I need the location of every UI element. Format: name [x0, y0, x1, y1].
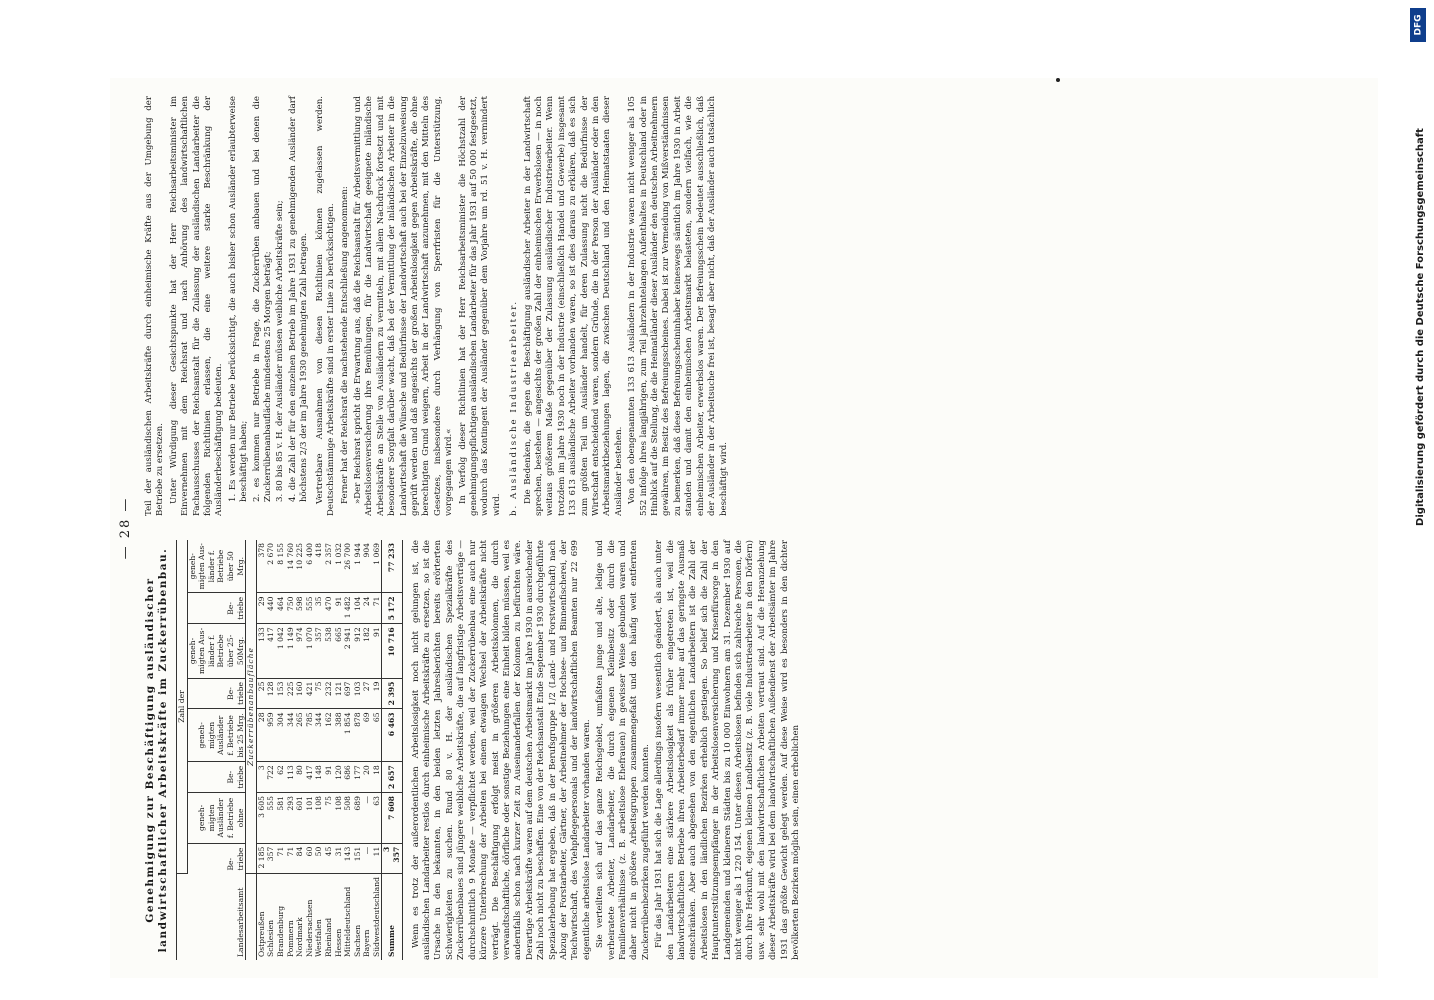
sum-label: Summe	[382, 874, 402, 960]
table-cell: 71	[286, 843, 296, 873]
table-cell: 177	[353, 762, 363, 793]
table-title: Genehmigung zur Beschäftigung ausländischer landwirtschaftlicher Arbeitskräfte im Zuckerrübenbau.	[144, 547, 169, 953]
table-cell: 3 605	[256, 793, 266, 844]
table-cell: 265	[295, 709, 305, 762]
table-cell: 1 042	[276, 624, 286, 678]
table-cell: 555	[305, 593, 315, 624]
table-cell: 388	[334, 709, 344, 762]
region-name: Bayern	[362, 929, 372, 957]
table-cell: 417	[266, 624, 276, 678]
col-header-bis25: genehmigten Ausländer f. Betriebe bis 25 Mrg.	[187, 709, 246, 762]
table-cell: 75	[324, 793, 334, 844]
table-cell: 50	[314, 843, 324, 873]
table-cell: 2 357	[324, 540, 334, 593]
table-row	[286, 540, 296, 960]
table-row	[314, 540, 324, 960]
table-cell: 25	[256, 678, 266, 709]
table-row	[343, 540, 353, 960]
table-cell: 470	[324, 593, 334, 624]
table-cell: 108	[334, 793, 344, 844]
table-sum-row	[382, 540, 402, 960]
table-cell: 1 149	[286, 624, 296, 678]
col-header-betriebe: Betriebe	[187, 593, 246, 624]
table-cell: 120	[334, 762, 344, 793]
left-column	[144, 540, 804, 960]
table-cell: 689	[353, 793, 363, 844]
dfg-logo: DFG	[1410, 8, 1426, 42]
table-cell: 508	[343, 793, 353, 844]
document-page	[110, 78, 1378, 978]
table-cell: 8 155	[276, 540, 286, 593]
table-cell: 45	[324, 843, 334, 873]
paragraph: Teil der ausländischen Arbeitskräfte durch einheimische Kräfte aus der Umgebung der Betriebe zu ersetzen.	[144, 96, 166, 516]
table-cell: 19	[372, 678, 382, 709]
paragraph: Sie verteilten sich auf das ganze Reichsgebiet, umfaßten junge und alte, ledige und verheiratete Arbeiter, Landarbeiter, die durch eigenen Kleinbesitz oder durch die Familienverhältnisse (z. B. arbeitslose Ehefrauen) in gewisser Weise gebunden waren und daher nicht in größere Arbeitsgruppen zusammengefaßt und den häufig weit entfernten Zuckerrübenbezirken zugeführt werden konnten.	[595, 540, 651, 960]
table-cell: 151	[353, 843, 363, 873]
list-item: 2. es kommen nur Betriebe in Frage, die Zuckerrüben anbauen und bei denen die Zuckerrübenanbaufläche mindestens 25 Morgen beträgt;	[251, 96, 274, 502]
table-cell: 357	[266, 843, 276, 873]
table-cell: 91	[324, 762, 334, 793]
table-cell: 686	[343, 762, 353, 793]
table-cell: 69	[362, 709, 372, 762]
table-row	[266, 540, 276, 960]
table-cell: 418	[314, 540, 324, 593]
col-header-region: Landesarbeitsamt	[177, 874, 246, 960]
paragraph: Vertretbare Ausnahmen von diesen Richtlinien können zugelassen werden. Deutschstämmige Arbeitskräfte sind in erster Linie zu berücksichtigen.	[314, 96, 337, 516]
region-name: Nordmark	[295, 917, 305, 957]
region-name: Niedersachsen	[304, 899, 314, 957]
region-name: Südwestdeutschland	[371, 877, 381, 957]
table-cell: 2 185	[256, 843, 266, 873]
table-cell: 555	[266, 793, 276, 844]
table-cell: 357	[314, 624, 324, 678]
table-cell: 62	[276, 762, 286, 793]
table-cell: 26 700	[343, 540, 353, 593]
region-name: Rheinland	[323, 917, 333, 957]
table-cell: 128	[266, 678, 276, 709]
region-name: Sachsen	[352, 924, 362, 957]
table-cell: 121	[334, 678, 344, 709]
table-row	[256, 540, 266, 960]
table-cell: 11	[372, 843, 382, 873]
paragraph: Unter Würdigung dieser Gesichtspunkte hat der Herr Reichsarbeitsminister im Einvernehmen mit dem Reichsrat und nach Anhörung des landwirtschaftlichen Fachausschusses der Reichsanstalt für die Zulassung der ausländischen Landarbeiter die folgenden Richtlinien erlassen, die eine weitere starke Beschränkung der Ausländerbeschäftigung bedeuten.	[168, 96, 225, 516]
page-number: — 28 —	[118, 496, 133, 560]
table-cell: 153	[276, 678, 286, 709]
right-column	[144, 96, 732, 516]
table-cell: 24	[362, 593, 372, 624]
table-cell: 71	[372, 593, 382, 624]
col-header-betriebe: Betriebe	[187, 678, 246, 709]
table-cell: 182	[362, 624, 372, 678]
table-cell: 1 070	[305, 624, 315, 678]
table-cell: 1 944	[353, 540, 363, 593]
sum-cell: 6 463	[382, 709, 402, 762]
paragraph: Die Bedenken, die gegen die Beschäftigung ausländischer Arbeiter in der Landwirtschaft sprechen, bestehen — angesichts der großen Zahl der einheimischen Erwerbslosen — in noch weitaus größerem Maße gegenüber der Zulassung ausländischer Industriearbeiter. Wenn trotzdem im Jahre 1930 noch in der Industrie (einschließlich Handel und Gewerbe) insgesamt 133 613 ausländische Arbeiter vorhanden waren, so ist dies daraus zu erklären, daß es sich zum größten Teil um Ausländer handelt, für deren Zulassung nicht die Bedürfnisse der Wirtschaft entscheidend waren, sondern Gründe, die in der Person der Ausländer oder in den Arbeitsmarktbeziehungen lagen, die zwischen Deutschland und den Heimatstaaten dieser Ausländer bestehen.	[522, 96, 624, 516]
table-cell: 35	[314, 593, 324, 624]
funding-credit: Digitalisierung gefördert durch die Deutsche Forschungsgemeinschaft	[1415, 128, 1426, 526]
table-cell: 293	[286, 793, 296, 844]
table-cell: 581	[276, 793, 286, 844]
table-cell: 417	[305, 762, 315, 793]
col-header-betriebe: Betriebe	[187, 843, 246, 873]
table-row	[372, 540, 382, 960]
table-cell: 344	[314, 709, 324, 762]
region-name: Mitteldeutschland	[343, 886, 353, 957]
table-cell: 3	[256, 762, 266, 793]
sum-cell: 77 233	[382, 540, 402, 593]
table-cell: 160	[295, 678, 305, 709]
region-name: Schlesien	[266, 920, 276, 957]
table-cell: 1 854	[343, 709, 353, 762]
table-cell: 75	[314, 678, 324, 709]
table-row	[324, 540, 334, 960]
table-cell: 225	[286, 678, 296, 709]
sum-cell: 10 716	[382, 624, 402, 678]
table-cell: 104	[353, 593, 363, 624]
table-cell: 232	[324, 678, 334, 709]
table-cell: 750	[286, 593, 296, 624]
table-cell: 63	[372, 793, 382, 844]
table-cell: 904	[362, 540, 372, 593]
table-cell: 71	[276, 843, 286, 873]
table-row	[353, 540, 363, 960]
table-cell: 440	[266, 593, 276, 624]
list-item: 3. 80 bis 85 v. H. der Ausländer müssen weibliche Arbeitskräfte sein;	[275, 200, 286, 502]
table-cell: 101	[305, 793, 315, 844]
table-cell: 598	[295, 593, 305, 624]
table-cell: 464	[276, 593, 286, 624]
region-name: Pommern	[285, 920, 295, 957]
table-cell: 665	[334, 624, 344, 678]
col-group-header: Zahl der	[177, 540, 188, 874]
table-cell: 2 670	[266, 540, 276, 593]
table-cell: 912	[353, 624, 363, 678]
table-cell: 785	[305, 709, 315, 762]
table-cell: 162	[324, 709, 334, 762]
sum-cell: 7 608	[382, 793, 402, 844]
table-cell: 14 760	[286, 540, 296, 593]
table-cell: 1 482	[343, 593, 353, 624]
col-header-25-50: genehmigten Ausländer f. Betriebe über 25-50Mrg.	[187, 624, 246, 678]
table-cell: 108	[314, 793, 324, 844]
table-cell: 538	[324, 624, 334, 678]
sum-cell: 2 657	[382, 762, 402, 793]
table-cell: 84	[295, 843, 305, 873]
rotated-page-content	[110, 78, 1378, 978]
table-cell: 304	[276, 709, 286, 762]
table-cell: 148	[314, 762, 324, 793]
list-item: 4. die Zahl der für den einzelnen Betrieb im Jahre 1931 zu genehmigenden Ausländer darf höchstens 2/3 der im Jahre 1930 genehmigten Zahl betragen.	[287, 96, 310, 502]
statistics-table	[176, 540, 403, 960]
region-name: Brandenburg	[275, 905, 285, 957]
paragraph: In Verfolg dieser Richtlinien hat der Herr Reichsarbeitsminister die Höchstzahl der genehmigungspflichtigen ausländischen Landarbeiter für das Jahr 1931 auf 50 000 festgesetzt, wodurch das Kontingent der Ausländer gegenüber dem Vorjahre um rd. 51 v. H. vermindert wird.	[457, 96, 502, 516]
table-cell: 31	[334, 843, 344, 873]
table-cell: 697	[343, 678, 353, 709]
table-cell: 1 032	[334, 540, 344, 593]
digitization-sidebar	[1408, 0, 1434, 1000]
section-heading: b. Ausländische Industriearbeiter.	[509, 299, 520, 516]
table-cell: 20	[362, 762, 372, 793]
table-cell: 80	[295, 762, 305, 793]
table-row	[276, 540, 286, 960]
table-cell: 27	[362, 678, 372, 709]
table-cell: 378	[256, 540, 266, 593]
table-cell: 10 225	[295, 540, 305, 593]
table-cell: 878	[353, 709, 363, 762]
table-subheader: Zuckerrübenanbaufläche	[246, 540, 257, 874]
table-cell: 60	[305, 843, 315, 873]
table-cell: 2 941	[343, 624, 353, 678]
sum-cell: 5 172	[382, 593, 402, 624]
paragraph: Ferner hat der Reichsrat die nachstehende Entschließung angenommen:	[339, 186, 350, 504]
list-item: 1. Es werden nur Betriebe berücksichtigt, die auch bisher schon Ausländer erlaubterweise beschäftigt haben;	[227, 96, 250, 502]
table-cell: 6 400	[305, 540, 315, 593]
table-cell: 959	[266, 709, 276, 762]
table-cell: 29	[256, 593, 266, 624]
table-cell: 1 069	[372, 540, 382, 593]
quote-paragraph: »Der Reichsrat spricht die Erwartung aus, daß die Reichsanstalt für Arbeitsvermittlung und Arbeitslosenversicherung ihre Bemühungen, für die Landwirtschaft geeignete inländische Arbeitskräfte an Stelle von Ausländern zu vermitteln, mit allem Nachdruck fortsetzt und mit besonderer Sorgfalt darüber wacht, daß bei der Vermittlung der inländischen Arbeiter in die Landwirtschaft die Wünsche und Bedürfnisse der Landwirtschaft auch bei der Einzelzuweisung geprüft werden und daß angesichts der großen Arbeitslosigkeit gegen Arbeitskräfte, die ohne berechtigten Grund weigern, Arbeit in der Landwirtschaft anzunehmen, mit den Mitteln des Gesetzes, insbesondere durch Verhängung von Sperrfristen für die Unterstützung, vorgegangen wird.«	[352, 96, 455, 516]
table-cell: 344	[286, 709, 296, 762]
table-cell: 974	[295, 624, 305, 678]
table-cell: 113	[286, 762, 296, 793]
table-cell: 601	[295, 793, 305, 844]
paragraph: Für das Jahr 1931 hat sich die Lage allerdings insofern wesentlich geändert, als auch unter den Landarbeitern eine stärkere Arbeitslosigkeit als früher eingetreten ist, weil die landwirtschaftlichen Betriebe ihren Arbeiterbedarf immer mehr auf das geringste Ausmaß einschränken. Aber auch abgesehen von den eigentlichen Landarbeitern ist die Zahl der Arbeitslosen in den ländlichen Bezirken erheblich gestiegen. So belief sich die Zahl der Hauptunterstützungsempfänger in der Arbeitslosenversicherung und Krisenfürsorge in den Landgemeinden und kleineren Städten bis zu 10 000 Einwohnern am 31. Dezember 1930 auf nicht weniger als 1 220 154. Unter diesen Arbeitslosen befinden sich zahlreiche Personen, die durch ihre Herkunft, eigenen kleinen Landbesitz (z. B. viele Industriearbeiter in den Dörfern) usw. sehr wohl mit den landwirtschaftlichen Arbeiten vertraut sind. Auf die Heranziehung dieser Arbeitskräfte wird bei dem landwirtschaftlichen Außendienst der Arbeitsämter im Jahre 1931 das größte Gewicht gelegt werden. Auf diese Weise wird es besonders in den dichter bevölkerten Bezirken möglich sein, einen erheblichen	[654, 540, 802, 960]
table-cell: 421	[305, 678, 315, 709]
speck-mark	[1056, 78, 1060, 82]
col-header-ohne: genehmigten Ausländer f. Betriebe ohne	[187, 793, 246, 844]
table-row	[295, 540, 305, 960]
table-cell: 28	[256, 709, 266, 762]
table-cell: 133	[256, 624, 266, 678]
sum-cell: 2 395	[382, 678, 402, 709]
table-cell: 91	[334, 593, 344, 624]
sum-cell: 3 357	[382, 843, 402, 873]
guideline-list	[228, 96, 311, 502]
table-cell: 91	[372, 624, 382, 678]
table-row	[362, 540, 372, 960]
table-row	[305, 540, 315, 960]
region-name: Ostpreußen	[256, 911, 266, 957]
table-row	[334, 540, 344, 960]
paragraph: Von den obengenannten 133 613 Ausländern in der Industrie waren nicht weniger als 105 552 infolge ihres langjährigen, zum Teil jahrzehntelangen Aufenthaltes in Deutschland oder in Hinblick auf die Stellung, die die Heimatländer dieser Ausländer den deutschen Arbeitnehmern gewähren, im Besitz des Befreiungsscheines. Dabei ist zur Vermeidung von Mißverständnissen zu bemerken, daß diese Befreiungsscheininhaber keineswegs sämtlich im Jahre 1930 in Arbeit standen und damit den einheimischen Arbeitsmarkt belasteten, sondern vielfach, wie die einheimischen Arbeiter, erwerbslos waren. Der Befreiungsschein bedeutet ausschließlich, daß der Ausländer in der Arbeitsuche frei ist, besagt aber nicht, daß der Ausländer auch tatsächlich beschäftigt wird.	[627, 96, 729, 516]
table-cell: 143	[343, 843, 353, 873]
table-cell: —	[362, 793, 372, 844]
table-cell: —	[362, 843, 372, 873]
table-cell: 722	[266, 762, 276, 793]
paragraph: Wenn es trotz der außerordentlichen Arbeitslosigkeit noch nicht gelungen ist, die ausländischen Landarbeiter restlos durch einheimische Arbeitskräfte zu ersetzen, so ist die Ursache in den bekannten, in den beiden letzten Jahresberichten bereits erörterten Schwierigkeiten zu suchen. Rund 80 v. H. der ausländischen Spezialkräfte des Zuckerrübenbaues sind jüngere weibliche Arbeitskräfte, die auf langfristige Arbeitsverträge — durchschnittlich 9 Monate — verpflichtet werden, weil der Zuckerrübenbau eine auch nur kürzere Unterbrechung der Arbeiten bei einem etwaigen Wechsel der Arbeitskräfte nicht verträgt. Die Beschäftigung erfolgt meist in größeren Arbeitskolonnen, die durch verwandtschaftliche, dörfliche oder sonstige Beziehungen eine Einheit bilden müssen, weil es andernfalls schon nach kurzer Zeit zu Auseinanderfallen der Kolonnen zu befürchten wäre. Derartige Arbeitskräfte waren auf dem deutschen Arbeitsmarkt im Jahre 1930 in ausreichender Zahl noch nicht zu beschaffen. Eine von der Reichsanstalt Ende September 1930 durchgeführte Spezialerhebung hat ergeben, daß in der Berufsgruppe 1/2 (Land- und Forstwirtschaft) nach Abzug der Forstarbeiter, Gärtner, der Arbeitnehmer der Hochsee- und Binnenfischerei, der Teichwirtschaft, des Viehpflegepersonals und der landwirtschaftlichen Beamten nur 22 699 eigentliche arbeitslose Landarbeiter vorhanden waren.	[410, 540, 592, 960]
region-name: Hessen	[333, 928, 343, 957]
col-header-betriebe: Betriebe	[187, 762, 246, 793]
col-header-50: genehmigten Ausländer f. Betriebe über 50 Mrg.	[187, 540, 246, 593]
region-name: Westfalen	[314, 919, 324, 957]
table-cell: 103	[353, 678, 363, 709]
table-cell: 18	[372, 762, 382, 793]
table-cell: 65	[372, 709, 382, 762]
